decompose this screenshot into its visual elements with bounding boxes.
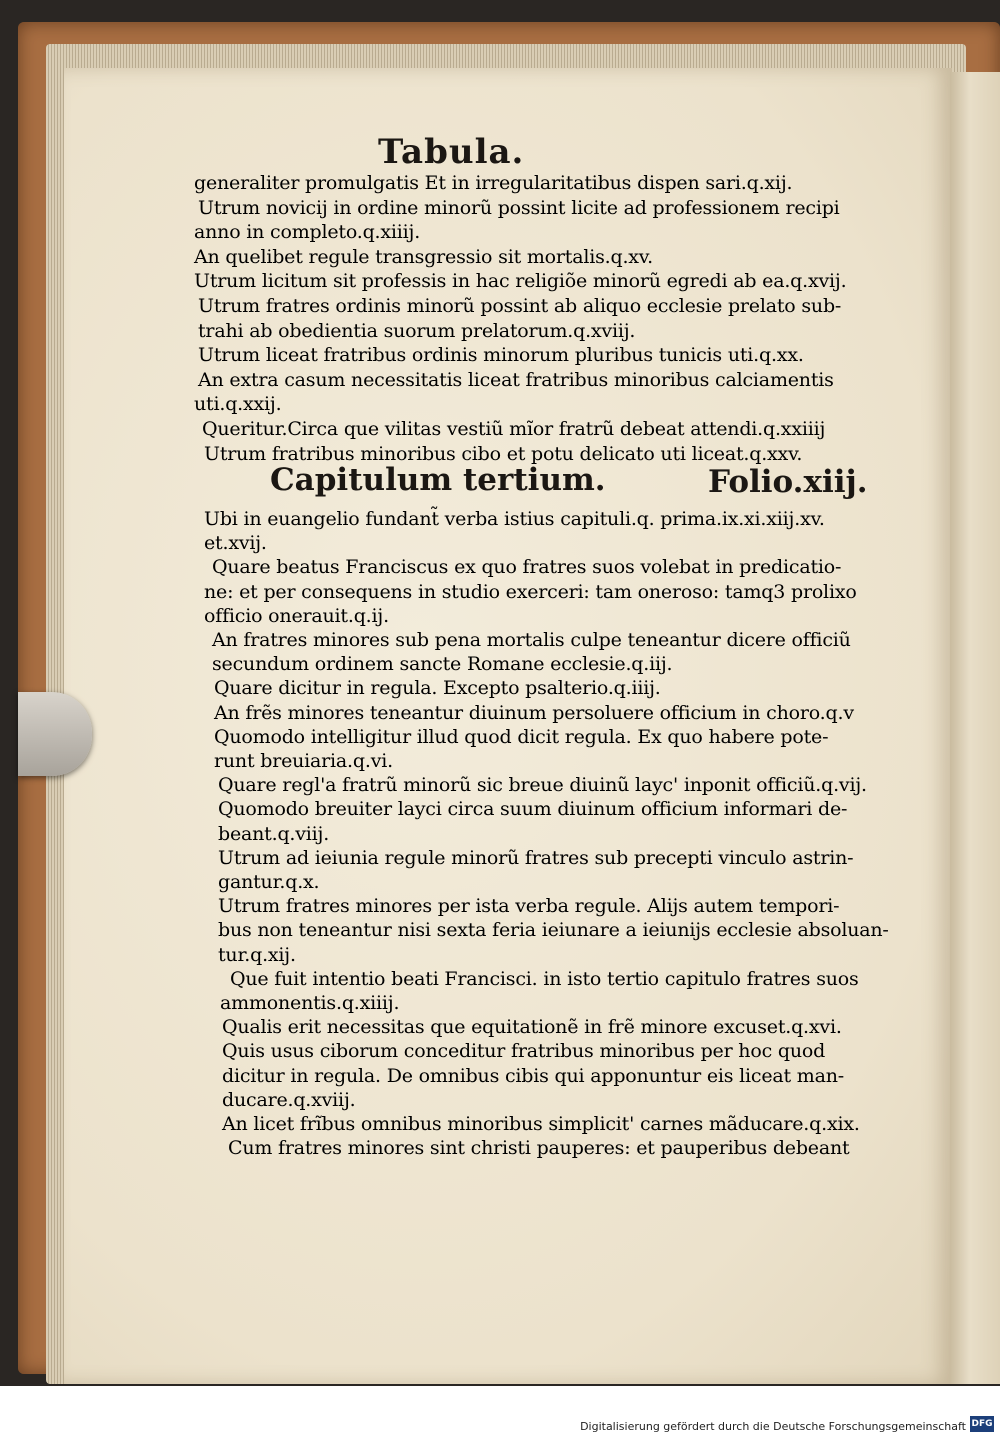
index-entry-line: Cum fratres minores sint christi pauperes: et pauperibus debeant <box>228 1137 850 1160</box>
index-entry-line: tur.q.xij. <box>218 943 296 966</box>
index-entry-line: beant.q.viij. <box>218 822 330 845</box>
index-entry-line: gantur.q.x. <box>218 871 320 893</box>
index-entry-line: et.xvij. <box>204 532 267 555</box>
index-entry-line: anno in completo.q.xiiij. <box>194 221 421 244</box>
index-entry-line: uti.q.xxij. <box>194 393 282 416</box>
index-entry-line: Utrum fratres ordinis minorũ possint ab aliquo ecclesie prelato sub- <box>198 295 842 317</box>
index-entry-line: officio onerauit.q.ij. <box>204 604 389 627</box>
index-entry-line: generaliter promulgatis Et in irregularitatibus dispen sari.q.xij. <box>194 172 793 194</box>
index-entry-line: ducare.q.xviij. <box>222 1088 356 1111</box>
index-entry-line: Quare regl'a fratrũ minorũ sic breue diuinũ layc' inponit officiũ.q.vij. <box>218 774 867 797</box>
index-entry-line: Utrum ad ieiunia regule minorũ fratres sub precepti vinculo astrin- <box>218 846 854 869</box>
clasp <box>18 692 92 776</box>
index-entry-line: Que fuit intentio beati Francisci. in isto tertio capitulo fratres suos <box>230 967 859 990</box>
index-entry-line: Qualis erit necessitas que equitationẽ in frẽ minore excuset.q.xvi. <box>222 1016 842 1039</box>
index-entry-line: An frẽs minores teneantur diuinum persoluere officium in choro.q.v <box>214 701 854 724</box>
page-heading: Tabula. <box>378 132 525 172</box>
index-entry-line: Utrum liceat fratribus ordinis minorum pluribus tunicis uti.q.xx. <box>198 344 804 367</box>
index-entry-line: An licet frĩbus omnibus minoribus simplicit' carnes mãducare.q.xix. <box>222 1113 860 1135</box>
index-entry-line: dicitur in regula. De omnibus cibis qui apponuntur eis liceat man- <box>222 1064 845 1087</box>
index-entry-line: Quis usus ciborum conceditur fratribus minoribus per hoc quod <box>222 1040 826 1063</box>
index-entry-line: An extra casum necessitatis liceat fratribus minoribus calciamentis <box>198 368 834 391</box>
dfg-logo: DFG <box>970 1416 994 1432</box>
index-entry-line: Utrum fratribus minoribus cibo et potu delicato uti liceat.q.xxv. <box>204 442 803 465</box>
folio-number: Folio.xiij. <box>708 464 868 500</box>
index-entry-line: ammonentis.q.xiiij. <box>220 992 400 1014</box>
index-entry-line: An fratres minores sub pena mortalis culpe teneantur dicere officiũ <box>212 629 851 651</box>
index-entry-line: bus non teneantur nisi sexta feria ieiunare a ieiunijs ecclesie absoluan- <box>218 919 889 942</box>
funding-credit: Digitalisierung gefördert durch die Deutsche Forschungsgemeinschaft <box>580 1420 966 1433</box>
chapter-title: Capitulum tertium. <box>270 462 606 498</box>
index-entry-line: Utrum novicij in ordine minorũ possint licite ad professionem recipi <box>198 196 840 219</box>
index-entry-line: Utrum licitum sit professis in hac religiõe minorũ egredi ab ea.q.xvij. <box>194 270 847 293</box>
index-entry-line: Quomodo intelligitur illud quod dicit regula. Ex quo habere pote- <box>214 725 829 748</box>
index-entry-line: runt breuiaria.q.vi. <box>214 750 393 772</box>
index-entry-line: An quelibet regule transgressio sit mortalis.q.xv. <box>194 245 653 268</box>
index-entry-line: trahi ab obedientia suorum prelatorum.q.xviij. <box>198 319 636 342</box>
index-entry-line: Ubi in euangelio fundant̃ verba istius capituli.q. prima.ix.xi.xiij.xv. <box>204 508 825 530</box>
index-entry-line: Utrum fratres minores per ista verba regule. Alijs autem tempori- <box>218 895 840 918</box>
index-entry-line: secundum ordinem sancte Romane ecclesie.q.iij. <box>212 653 673 676</box>
index-entry-line: Queritur.Circa que vilitas vestiũ mĩor fratrũ debeat attendi.q.xxiiij <box>202 418 826 440</box>
facing-page <box>950 72 1000 1384</box>
index-entry-line: Quare beatus Franciscus ex quo fratres suos volebat in predicatio- <box>212 556 842 579</box>
index-entry-line: ne: et per consequens in studio exerceri: tam oneroso: tamq3 prolixo <box>204 580 857 603</box>
index-entry-line: Quare dicitur in regula. Excepto psalterio.q.iiij. <box>214 677 661 700</box>
index-entry-line: Quomodo breuiter layci circa suum diuinum officium informari de- <box>218 798 848 821</box>
